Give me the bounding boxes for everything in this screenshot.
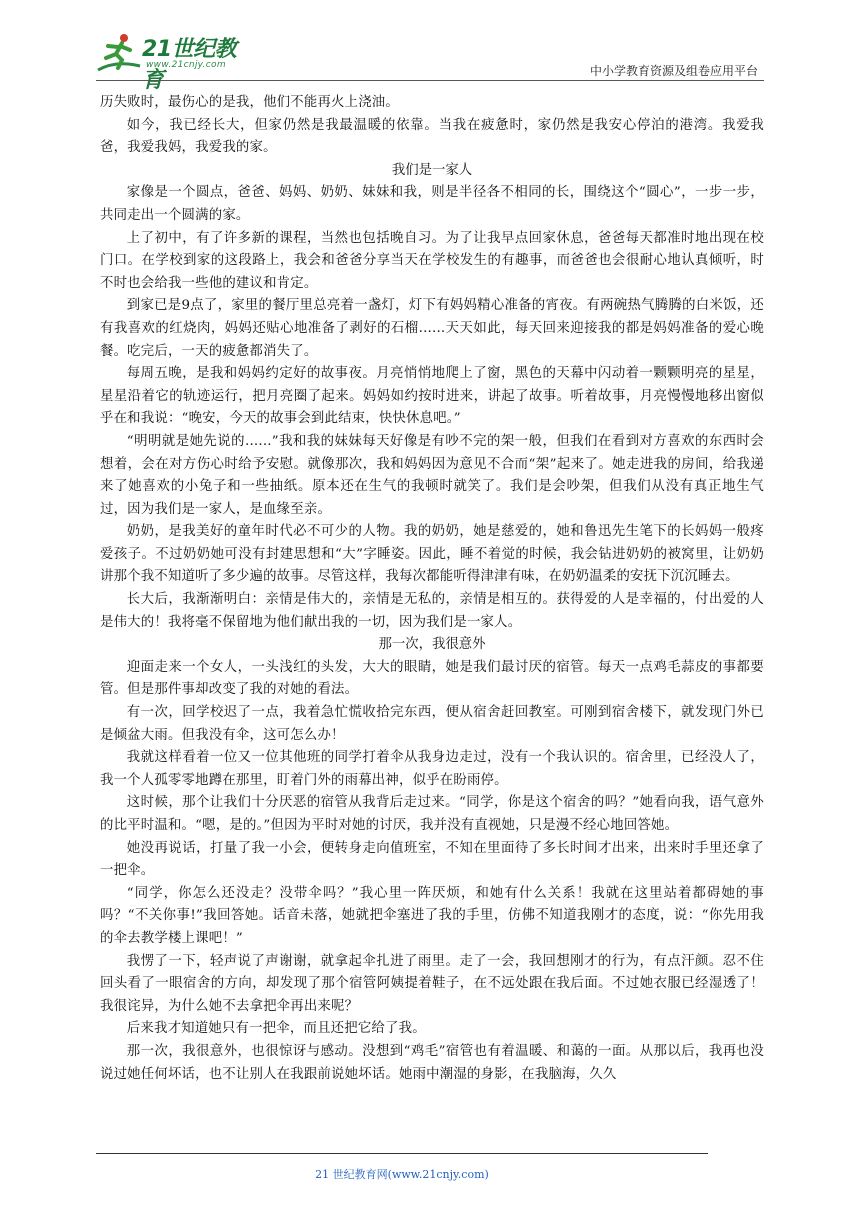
paragraph: 奶奶，是我美好的童年时代必不可少的人物。我的奶奶，她是慈爱的，她和鲁迅先生笔下的长妈妈一般疼爱孩子。不过奶奶她可没有封建思想和“大”字睡姿。因此，睡不着觉的时候，我会钻进奶奶的被窝里，让奶奶讲那个我不知道听了多少遍的故事。尽管这样，我每次都能听得津津有味，在奶奶温柔的安抚下沉沉睡去。: [100, 524, 764, 585]
header-divider: [96, 80, 764, 81]
paragraph: “同学，你怎么还没走？没带伞吗？”我心里一阵厌烦，和她有什么关系！我就在这里站着都碍她的事吗？“不关你事!”我回答她。话音未落，她就把伞塞进了我的手里，仿佛不知道我刚才的态度，说：“你先用我的伞去教学楼上课吧！”: [100, 885, 764, 946]
paragraph: 历失败时，最伤心的是我，他们不能再火上浇油。: [100, 95, 399, 110]
paragraph: 有一次，回学校迟了一点，我着急忙慌收拾完东西，便从宿舍赶回教室。可刚到宿舍楼下，就发现门外已是倾盆大雨。但我没有伞，这可怎么办！: [100, 705, 764, 743]
paragraph: 那一次，我很意外，也很惊讶与感动。没想到“鸡毛”宿管也有着温暖、和蔼的一面。从那以后，我再也没说过她任何坏话，也不让别人在我跟前说她坏话。她雨中潮湿的身影，在我脑海，久久: [100, 1043, 764, 1082]
paragraph: 这时候，那个让我们十分厌恶的宿管从我背后走过来。“同学，你是这个宿舍的吗？”她看向我，语气意外的比平时温和。“嗯，是的。”但因为平时对她的讨厌，我并没有直视她，只是漫不经心地回答她。: [100, 795, 764, 833]
paragraph: 如今，我已经长大，但家仍然是我最温暖的依靠。当我在疲惫时，家仍然是我安心停泊的港湾。我爱我爸，我爱我妈，我爱我的家。: [100, 117, 764, 156]
paragraph: 我就这样看着一位又一位其他班的同学打着伞从我身边走过，没有一个我认识的。宿舍里，已经没人了，我一个人孤零零地蹲在那里，盯着门外的雨幕出神，似乎在盼雨停。: [100, 750, 764, 788]
paragraph: 家像是一个圆点，爸爸、妈妈、奶奶、妹妹和我，则是半径各不相同的长，围绕这个“圆心”，一步一步，共同走出一个圆满的家。: [100, 185, 764, 223]
brand-url: www.21cnjy.com: [146, 60, 226, 70]
paragraph: “明明就是她先说的......”我和我的妹妹每天好像是有吵不完的架一般，但我们在看到对方喜欢的东西时会想着，会在对方伤心时给予安慰。就像那次，我和妈妈因为意见不合而“架”起来了。她走进我的房间，给我递来了她喜欢的小兔子和一些抽纸。原本还在生气的我顿时就笑了。我们是会吵架，但我们从没有真正地生气过，因为我们是一家人，是血缘至亲。: [100, 433, 764, 517]
paragraph: 每周五晚，是我和妈妈约定好的故事夜。月亮悄悄地爬上了窗，黑色的天幕中闪动着一颗颗明亮的星星，星星沿着它的轨迹运行，把月亮圈了起来。妈妈如约按时进来，讲起了故事。听着故事，月亮慢慢地移出窗似乎在和我说：“晚安，今天的故事会到此结束，快快休息吧。”: [100, 366, 764, 427]
platform-title: 中小学教育资源及组卷应用平台: [589, 64, 758, 78]
footer-divider: [96, 1153, 708, 1154]
page-header: [96, 30, 764, 93]
site-logo[interactable]: [96, 30, 256, 93]
runner-logo-icon: [96, 30, 142, 76]
paragraph: 她没再说话，打量了我一小会，便转身走向值班室，不知在里面待了多长时间才出来，出来时手里还拿了一把伞。: [100, 840, 764, 879]
paragraph: 迎面走来一个女人，一头浅红的头发，大大的眼睛，她是我们最讨厌的宿管。每天一点鸡毛蒜皮的事都要管。但是那件事却改变了我的对她的看法。: [100, 659, 764, 698]
paragraph: 后来我才知道她只有一把伞，而且还把它给了我。: [126, 1021, 426, 1037]
section-title: 那一次，我很意外: [378, 637, 486, 653]
article-body: [100, 92, 764, 1086]
section-title: 我们是一家人: [391, 162, 473, 178]
paragraph: 我愣了一下，轻声说了声谢谢，就拿起伞扎进了雨里。走了一会，我回想刚才的行为，有点汗颜。忍不住回头看了一眼宿舍的方向，却发现了那个宿管阿姨提着鞋子，在不远处跟在我后面。不过她衣服已经湿透了！我很诧异，为什么她不去拿把伞再出来呢？: [100, 953, 764, 1014]
paragraph: 长大后，我渐渐明白：亲情是伟大的，亲情是无私的，亲情是相互的。获得爱的人是幸福的，付出爱的人是伟大的！我将毫不保留地为他们献出我的一切，因为我们是一家人。: [100, 592, 764, 630]
footer-link[interactable]: 21 世纪教育网(www.21cnjy.com): [315, 1168, 489, 1181]
brand-name: 21世纪教育: [142, 37, 237, 93]
paragraph: 到家已是9点了，家里的餐厅里总亮着一盏灯，灯下有妈妈精心准备的宵夜。有两碗热气腾腾的白米饭，还有我喜欢的红烧肉，妈妈还贴心地准备了剥好的石榴......天天如此，每天回来迎接我的都是妈妈准备的爱心晚餐。吃完后，一天的疲惫都消失了。: [100, 298, 764, 359]
paragraph: 上了初中，有了许多新的课程，当然也包括晚自习。为了让我早点回家休息，爸爸每天都准时地出现在校门口。在学校到家的这段路上，我会和爸爸分享当天在学校发生的有趣事，而爸爸也会很耐心地认真倾听，时不时也会给我一些他的建议和肯定。: [100, 230, 764, 291]
